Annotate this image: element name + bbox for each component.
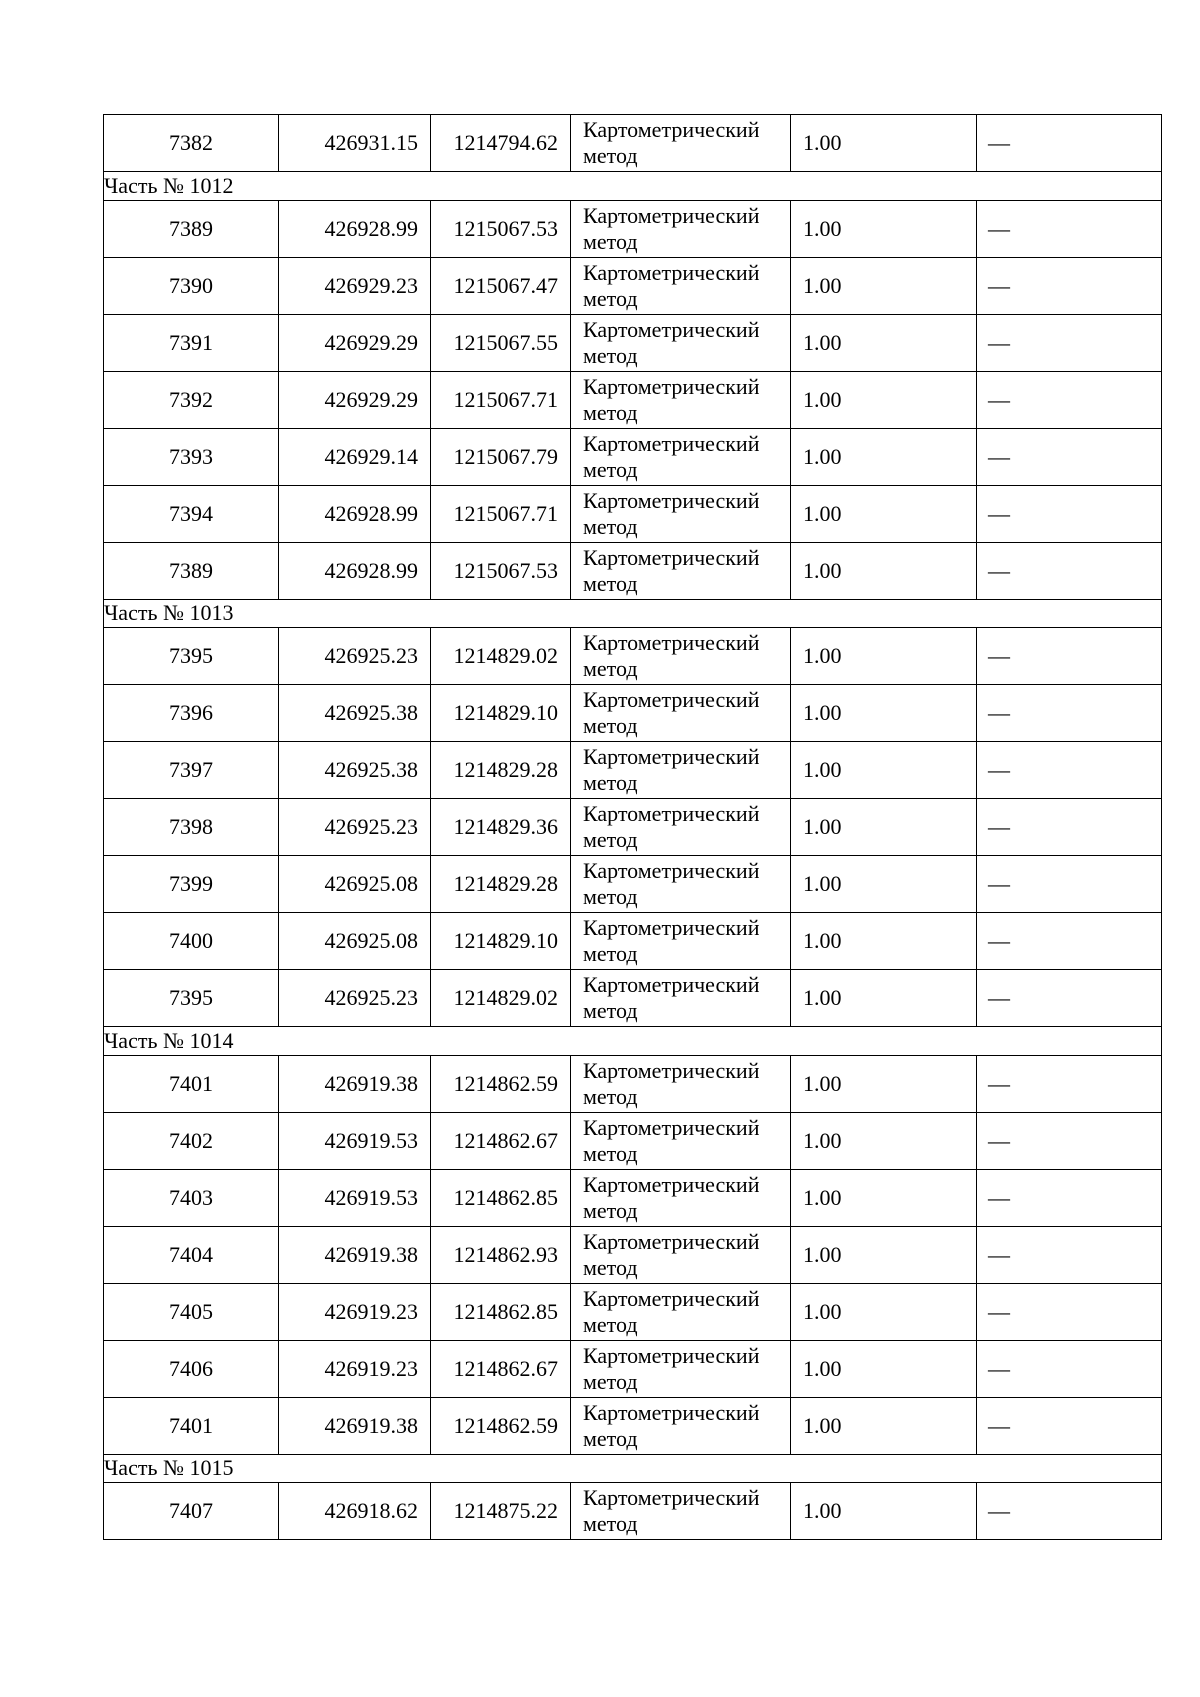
coordinate-y: 1214862.85 [431, 1169, 571, 1226]
description-dash: — [977, 257, 1162, 314]
table-row [104, 115, 1162, 172]
point-number: 7406 [104, 1340, 279, 1397]
table-row [104, 371, 1162, 428]
coordinate-y: 1215067.71 [431, 485, 571, 542]
table-row [104, 1055, 1162, 1112]
coordinate-x: 426928.99 [279, 485, 431, 542]
description-dash: — [977, 485, 1162, 542]
section-header-row [104, 172, 1162, 201]
method-line-2: метод [583, 1083, 638, 1109]
accuracy-value: 1.00 [791, 1397, 977, 1454]
description-dash: — [977, 1055, 1162, 1112]
table-row [104, 1283, 1162, 1340]
method-line-2: метод [583, 1511, 638, 1536]
method-line-2: метод [583, 941, 638, 966]
accuracy-value: 1.00 [791, 1483, 977, 1540]
accuracy-value: 1.00 [791, 742, 977, 799]
coordinate-y: 1215067.55 [431, 314, 571, 371]
coordinate-x: 426919.38 [279, 1226, 431, 1283]
point-number: 7397 [104, 742, 279, 799]
method-line-2: метод [583, 228, 638, 254]
coordinate-x: 426919.53 [279, 1169, 431, 1226]
method-cell [571, 542, 791, 599]
point-number: 7391 [104, 314, 279, 371]
method-line-1: Картометрический [583, 1057, 760, 1083]
method-line-2: метод [583, 998, 638, 1023]
method-line-2: метод [583, 1368, 638, 1394]
method-line-2: метод [583, 1311, 638, 1337]
coordinate-x: 426919.53 [279, 1112, 431, 1169]
description-dash: — [977, 1169, 1162, 1226]
coordinate-y: 1215067.53 [431, 542, 571, 599]
coordinate-x: 426925.23 [279, 799, 431, 856]
description-dash: — [977, 200, 1162, 257]
method-line-1: Картометрический [583, 487, 760, 513]
accuracy-value: 1.00 [791, 257, 977, 314]
coordinate-y: 1214829.10 [431, 685, 571, 742]
point-number: 7407 [104, 1483, 279, 1540]
method-line-2: метод [583, 456, 638, 482]
point-number: 7400 [104, 913, 279, 970]
table-row [104, 628, 1162, 685]
section-header-row [104, 1454, 1162, 1483]
method-line-1: Картометрический [583, 117, 760, 142]
table-row [104, 1226, 1162, 1283]
point-number: 7395 [104, 628, 279, 685]
point-number: 7389 [104, 200, 279, 257]
accuracy-value: 1.00 [791, 1055, 977, 1112]
method-cell [571, 742, 791, 799]
method-cell [571, 799, 791, 856]
accuracy-value: 1.00 [791, 314, 977, 371]
coordinate-y: 1214829.10 [431, 913, 571, 970]
coordinate-y: 1214829.02 [431, 628, 571, 685]
point-number: 7389 [104, 542, 279, 599]
method-cell [571, 970, 791, 1027]
coordinate-y: 1215067.47 [431, 257, 571, 314]
method-line-2: метод [583, 827, 638, 852]
method-line-1: Картометрический [583, 687, 760, 712]
description-dash: — [977, 1340, 1162, 1397]
table-row [104, 314, 1162, 371]
method-cell [571, 1112, 791, 1169]
method-line-1: Картометрический [583, 1342, 760, 1368]
section-header-row [104, 1027, 1162, 1056]
description-dash: — [977, 542, 1162, 599]
method-line-2: метод [583, 285, 638, 311]
method-line-2: метод [583, 570, 638, 596]
description-dash: — [977, 913, 1162, 970]
coordinate-y: 1214862.93 [431, 1226, 571, 1283]
coordinate-x: 426919.23 [279, 1283, 431, 1340]
method-cell [571, 257, 791, 314]
coordinate-x: 426925.08 [279, 913, 431, 970]
table-row [104, 856, 1162, 913]
method-line-2: метод [583, 770, 638, 795]
method-cell [571, 428, 791, 485]
accuracy-value: 1.00 [791, 913, 977, 970]
method-cell [571, 628, 791, 685]
method-cell [571, 1397, 791, 1454]
table-row [104, 799, 1162, 856]
table-row [104, 1340, 1162, 1397]
method-line-1: Картометрический [583, 259, 760, 285]
method-cell [571, 913, 791, 970]
method-line-1: Картометрический [583, 801, 760, 826]
method-line-1: Картометрический [583, 1114, 760, 1140]
coordinate-y: 1214875.22 [431, 1483, 571, 1540]
coordinate-y: 1214862.67 [431, 1340, 571, 1397]
coordinate-x: 426929.29 [279, 314, 431, 371]
method-cell [571, 115, 791, 172]
accuracy-value: 1.00 [791, 371, 977, 428]
description-dash: — [977, 115, 1162, 172]
method-cell [571, 200, 791, 257]
accuracy-value: 1.00 [791, 1112, 977, 1169]
coordinate-x: 426925.38 [279, 742, 431, 799]
point-number: 7396 [104, 685, 279, 742]
coordinate-x: 426931.15 [279, 115, 431, 172]
method-line-1: Картометрический [583, 544, 760, 570]
coordinate-x: 426918.62 [279, 1483, 431, 1540]
method-cell [571, 314, 791, 371]
point-number: 7382 [104, 115, 279, 172]
method-line-2: метод [583, 143, 638, 168]
description-dash: — [977, 428, 1162, 485]
point-number: 7404 [104, 1226, 279, 1283]
method-cell [571, 1169, 791, 1226]
coordinate-y: 1215067.79 [431, 428, 571, 485]
method-line-1: Картометрический [583, 630, 760, 655]
coordinate-y: 1214862.59 [431, 1397, 571, 1454]
description-dash: — [977, 371, 1162, 428]
accuracy-value: 1.00 [791, 856, 977, 913]
method-line-1: Картометрический [583, 316, 760, 342]
method-line-1: Картометрический [583, 373, 760, 399]
point-number: 7399 [104, 856, 279, 913]
accuracy-value: 1.00 [791, 115, 977, 172]
description-dash: — [977, 1112, 1162, 1169]
description-dash: — [977, 1483, 1162, 1540]
table-row [104, 257, 1162, 314]
coordinate-x: 426919.38 [279, 1397, 431, 1454]
coordinate-x: 426928.99 [279, 200, 431, 257]
method-line-2: метод [583, 1425, 638, 1451]
coordinate-x: 426929.14 [279, 428, 431, 485]
method-cell [571, 1055, 791, 1112]
point-number: 7393 [104, 428, 279, 485]
method-line-1: Картометрический [583, 430, 760, 456]
accuracy-value: 1.00 [791, 1283, 977, 1340]
coordinate-x: 426925.23 [279, 970, 431, 1027]
accuracy-value: 1.00 [791, 799, 977, 856]
coordinate-y: 1214862.85 [431, 1283, 571, 1340]
accuracy-value: 1.00 [791, 542, 977, 599]
method-line-1: Картометрический [583, 744, 760, 769]
table-row [104, 913, 1162, 970]
table-row [104, 1112, 1162, 1169]
point-number: 7392 [104, 371, 279, 428]
method-cell [571, 685, 791, 742]
coordinates-table-body [104, 115, 1162, 1540]
method-line-1: Картометрический [583, 972, 760, 997]
table-row [104, 1483, 1162, 1540]
coordinates-table [103, 114, 1162, 1540]
accuracy-value: 1.00 [791, 200, 977, 257]
point-number: 7394 [104, 485, 279, 542]
coordinate-y: 1215067.53 [431, 200, 571, 257]
section-label: Часть № 1013 [104, 599, 1162, 628]
table-row [104, 970, 1162, 1027]
table-row [104, 485, 1162, 542]
description-dash: — [977, 799, 1162, 856]
coordinate-y: 1214829.28 [431, 742, 571, 799]
method-cell [571, 1483, 791, 1540]
description-dash: — [977, 1397, 1162, 1454]
coordinate-x: 426919.23 [279, 1340, 431, 1397]
coordinate-x: 426928.99 [279, 542, 431, 599]
coordinate-y: 1214862.59 [431, 1055, 571, 1112]
table-row [104, 200, 1162, 257]
method-cell [571, 371, 791, 428]
section-header-row [104, 599, 1162, 628]
accuracy-value: 1.00 [791, 1226, 977, 1283]
accuracy-value: 1.00 [791, 1169, 977, 1226]
coordinate-x: 426929.29 [279, 371, 431, 428]
description-dash: — [977, 628, 1162, 685]
point-number: 7405 [104, 1283, 279, 1340]
method-line-2: метод [583, 1140, 638, 1166]
description-dash: — [977, 742, 1162, 799]
description-dash: — [977, 685, 1162, 742]
coordinate-x: 426919.38 [279, 1055, 431, 1112]
table-row [104, 1169, 1162, 1226]
point-number: 7390 [104, 257, 279, 314]
coordinate-y: 1214862.67 [431, 1112, 571, 1169]
method-line-1: Картометрический [583, 1399, 760, 1425]
point-number: 7402 [104, 1112, 279, 1169]
coordinate-y: 1214829.28 [431, 856, 571, 913]
table-row [104, 742, 1162, 799]
description-dash: — [977, 970, 1162, 1027]
accuracy-value: 1.00 [791, 428, 977, 485]
point-number: 7403 [104, 1169, 279, 1226]
description-dash: — [977, 856, 1162, 913]
coordinate-y: 1215067.71 [431, 371, 571, 428]
method-cell [571, 1283, 791, 1340]
coordinate-x: 426925.23 [279, 628, 431, 685]
accuracy-value: 1.00 [791, 628, 977, 685]
coordinate-x: 426929.23 [279, 257, 431, 314]
method-line-1: Картометрический [583, 915, 760, 940]
method-line-1: Картометрический [583, 1285, 760, 1311]
method-line-1: Картометрический [583, 1171, 760, 1197]
method-line-2: метод [583, 1254, 638, 1280]
section-label: Часть № 1014 [104, 1027, 1162, 1056]
method-line-2: метод [583, 713, 638, 738]
table-row [104, 685, 1162, 742]
accuracy-value: 1.00 [791, 685, 977, 742]
coordinate-y: 1214794.62 [431, 115, 571, 172]
accuracy-value: 1.00 [791, 485, 977, 542]
accuracy-value: 1.00 [791, 1340, 977, 1397]
method-cell [571, 856, 791, 913]
point-number: 7398 [104, 799, 279, 856]
section-label: Часть № 1015 [104, 1454, 1162, 1483]
section-label: Часть № 1012 [104, 172, 1162, 201]
description-dash: — [977, 1226, 1162, 1283]
coordinate-y: 1214829.02 [431, 970, 571, 1027]
method-line-2: метод [583, 513, 638, 539]
table-row [104, 542, 1162, 599]
table-row [104, 428, 1162, 485]
method-line-1: Картометрический [583, 1485, 760, 1510]
table-row [104, 1397, 1162, 1454]
point-number: 7395 [104, 970, 279, 1027]
method-cell [571, 1340, 791, 1397]
method-line-1: Картометрический [583, 202, 760, 228]
method-line-1: Картометрический [583, 1228, 760, 1254]
description-dash: — [977, 1283, 1162, 1340]
method-line-2: метод [583, 656, 638, 681]
method-line-2: метод [583, 342, 638, 368]
method-line-1: Картометрический [583, 858, 760, 883]
point-number: 7401 [104, 1397, 279, 1454]
coordinate-x: 426925.38 [279, 685, 431, 742]
point-number: 7401 [104, 1055, 279, 1112]
method-line-2: метод [583, 1197, 638, 1223]
coordinate-y: 1214829.36 [431, 799, 571, 856]
method-line-2: метод [583, 399, 638, 425]
method-cell [571, 485, 791, 542]
method-line-2: метод [583, 884, 638, 909]
method-cell [571, 1226, 791, 1283]
accuracy-value: 1.00 [791, 970, 977, 1027]
coordinate-x: 426925.08 [279, 856, 431, 913]
description-dash: — [977, 314, 1162, 371]
